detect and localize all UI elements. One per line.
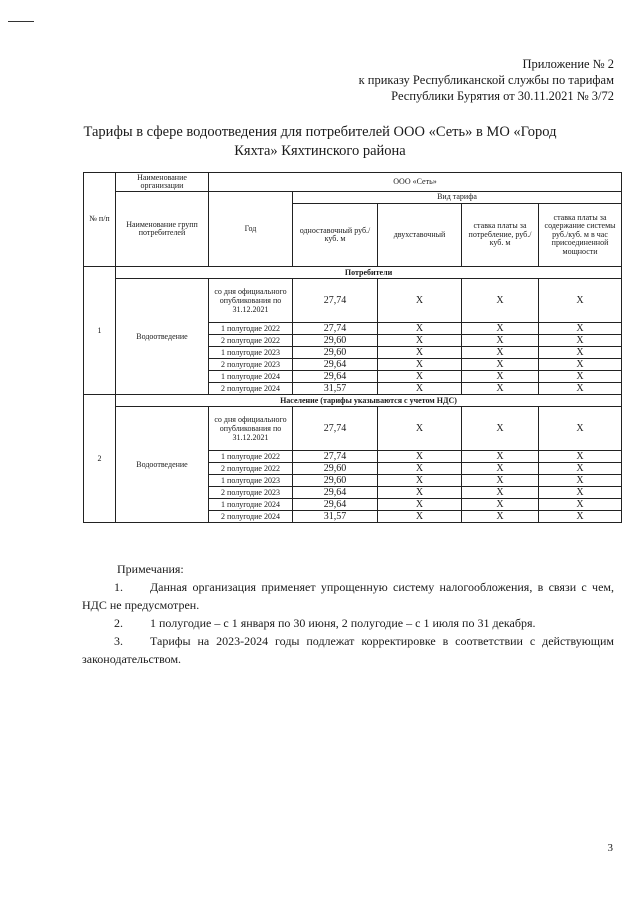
usage-rate-value: X [462, 487, 539, 499]
header-org-name: ООО «Сеть» [209, 173, 622, 192]
maintenance-rate-value: X [539, 335, 622, 347]
usage-rate-value: X [462, 383, 539, 395]
maintenance-rate-value: X [539, 451, 622, 463]
two-rate-value: X [378, 463, 462, 475]
usage-rate-value: X [462, 475, 539, 487]
two-rate-value: X [378, 499, 462, 511]
two-rate-value: X [378, 383, 462, 395]
annex-line-1: Приложение № 2 [522, 57, 614, 71]
period-cell: 2 полугодие 2022 [209, 335, 293, 347]
annex-line-3: Республики Бурятия от 30.11.2021 № 3/72 [391, 89, 614, 103]
two-rate-value: X [378, 451, 462, 463]
period-cell: 2 полугодие 2022 [209, 463, 293, 475]
annex-line-2: к приказу Республиканской службы по тарифам [358, 73, 614, 87]
usage-rate-value: X [462, 279, 539, 323]
period-cell: 1 полугодие 2023 [209, 347, 293, 359]
service-name: Водоотведение [116, 279, 209, 395]
section-header-row [84, 395, 622, 407]
maintenance-rate-value: X [539, 359, 622, 371]
note-number: 3. [114, 634, 123, 648]
usage-rate-value: X [462, 407, 539, 451]
two-rate-value: X [378, 407, 462, 451]
note-text: Тарифы на 2023-2024 годы подлежат корректировке в соответствии с действующим законодательством. [82, 634, 614, 666]
header-tariff-type: Вид тарифа [293, 192, 622, 204]
maintenance-rate-value: X [539, 279, 622, 323]
maintenance-rate-value: X [539, 499, 622, 511]
header-usage-rate: ставка платы за потребление, руб./ куб. м [462, 204, 539, 267]
row-number: 1 [84, 267, 116, 395]
usage-rate-value: X [462, 499, 539, 511]
table-row [84, 279, 622, 323]
one-rate-value: 29,64 [293, 359, 378, 371]
one-rate-value: 29,60 [293, 475, 378, 487]
one-rate-value: 31,57 [293, 383, 378, 395]
header-maintenance-rate: ставка платы за содержание системы руб./куб. м в час присоединенной мощности [539, 204, 622, 267]
service-name: Водоотведение [116, 407, 209, 523]
page-number: 3 [607, 842, 613, 854]
one-rate-value: 29,60 [293, 347, 378, 359]
row-number: 2 [84, 395, 116, 523]
header-two-rate: двухставочный [378, 204, 462, 267]
period-cell: со дня официального опубликования по 31.12.2021 [209, 279, 293, 323]
period-cell: 2 полугодие 2023 [209, 359, 293, 371]
maintenance-rate-value: X [539, 511, 622, 523]
maintenance-rate-value: X [539, 323, 622, 335]
maintenance-rate-value: X [539, 487, 622, 499]
header-row-number: № п/п [84, 173, 116, 267]
one-rate-value: 29,64 [293, 499, 378, 511]
one-rate-value: 27,74 [293, 407, 378, 451]
usage-rate-value: X [462, 347, 539, 359]
one-rate-value: 27,74 [293, 279, 378, 323]
section-title: Население (тарифы указываются с учетом НДС) [116, 395, 622, 407]
usage-rate-value: X [462, 511, 539, 523]
one-rate-value: 27,74 [293, 451, 378, 463]
one-rate-value: 29,64 [293, 371, 378, 383]
notes-list [82, 578, 614, 668]
note-text: Данная организация применяет упрощенную систему налогообложения, в связи с чем, НДС не предусмотрен. [82, 580, 614, 612]
tariff-table [83, 172, 622, 523]
section-title: Потребители [116, 267, 622, 279]
notes-heading: Примечания: [117, 562, 184, 576]
maintenance-rate-value: X [539, 383, 622, 395]
note-item [82, 632, 614, 668]
one-rate-value: 31,57 [293, 511, 378, 523]
document-title [60, 123, 580, 161]
header-year: Год [209, 192, 293, 267]
usage-rate-value: X [462, 323, 539, 335]
period-cell: 1 полугодие 2022 [209, 323, 293, 335]
two-rate-value: X [378, 359, 462, 371]
note-number: 2. [114, 616, 123, 630]
note-text: 1 полугодие – с 1 января по 30 июня, 2 полугодие – с 1 июля по 31 декабря. [150, 616, 536, 630]
two-rate-value: X [378, 279, 462, 323]
usage-rate-value: X [462, 451, 539, 463]
two-rate-value: X [378, 511, 462, 523]
corner-mark [8, 21, 34, 22]
usage-rate-value: X [462, 359, 539, 371]
usage-rate-value: X [462, 463, 539, 475]
two-rate-value: X [378, 487, 462, 499]
two-rate-value: X [378, 323, 462, 335]
section-header-row [84, 267, 622, 279]
period-cell: 1 полугодие 2022 [209, 451, 293, 463]
maintenance-rate-value: X [539, 407, 622, 451]
one-rate-value: 29,60 [293, 463, 378, 475]
header-org-label: Наименование организации [116, 173, 209, 192]
period-cell: со дня официального опубликования по 31.12.2021 [209, 407, 293, 451]
notes-block [82, 560, 614, 668]
two-rate-value: X [378, 475, 462, 487]
usage-rate-value: X [462, 371, 539, 383]
note-number: 1. [114, 580, 123, 594]
title-line-2: Кяхта» Кяхтинского района [234, 143, 406, 159]
tariff-table-wrapper [83, 172, 621, 523]
header-one-rate: одноставочный руб./ куб. м [293, 204, 378, 267]
header-consumer-groups: Наименование групп потребителей [116, 192, 209, 267]
period-cell: 1 полугодие 2023 [209, 475, 293, 487]
two-rate-value: X [378, 347, 462, 359]
period-cell: 2 полугодие 2024 [209, 511, 293, 523]
note-item [82, 614, 614, 632]
maintenance-rate-value: X [539, 347, 622, 359]
period-cell: 2 полугодие 2023 [209, 487, 293, 499]
period-cell: 1 полугодие 2024 [209, 371, 293, 383]
period-cell: 2 полугодие 2024 [209, 383, 293, 395]
note-item [82, 578, 614, 614]
maintenance-rate-value: X [539, 475, 622, 487]
one-rate-value: 29,64 [293, 487, 378, 499]
usage-rate-value: X [462, 335, 539, 347]
maintenance-rate-value: X [539, 463, 622, 475]
one-rate-value: 29,60 [293, 335, 378, 347]
two-rate-value: X [378, 335, 462, 347]
maintenance-rate-value: X [539, 371, 622, 383]
period-cell: 1 полугодие 2024 [209, 499, 293, 511]
annex-header [359, 56, 614, 104]
two-rate-value: X [378, 371, 462, 383]
one-rate-value: 27,74 [293, 323, 378, 335]
table-row [84, 407, 622, 451]
title-line-1: Тарифы в сфере водоотведения для потребителей ООО «Сеть» в МО «Город [83, 124, 557, 140]
